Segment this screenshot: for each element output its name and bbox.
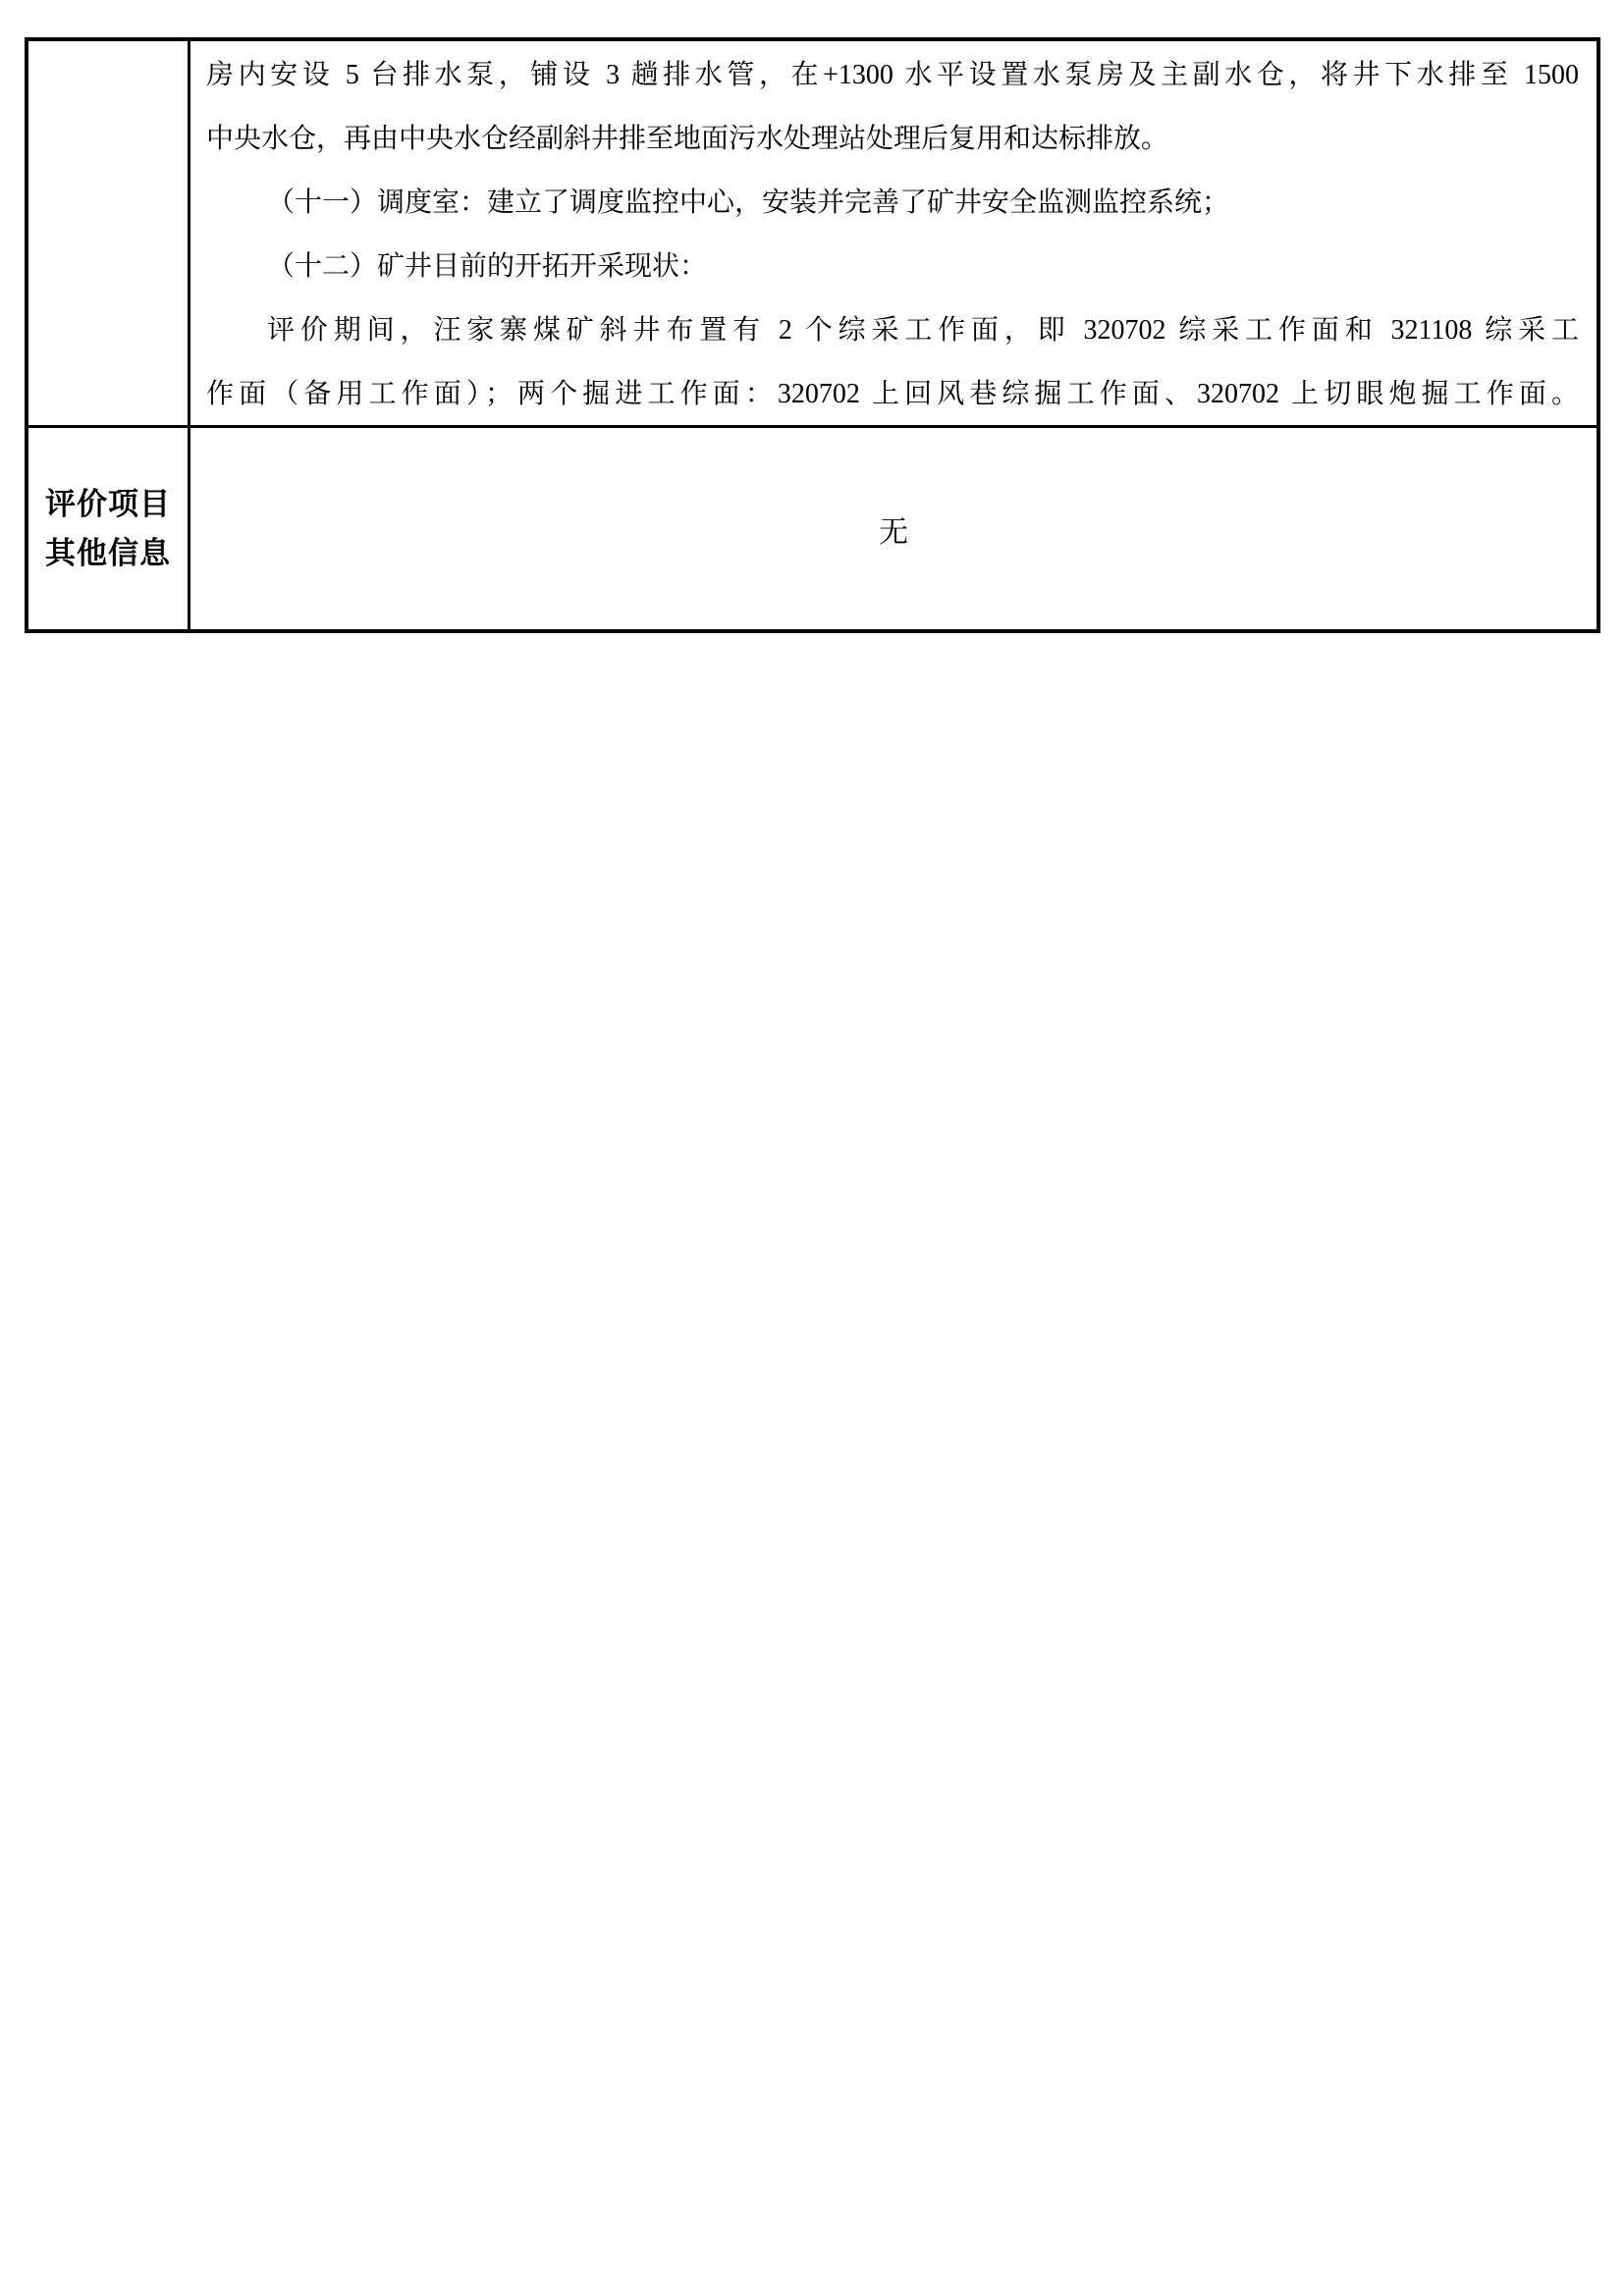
body-text-line: 作面（备用工作面）；两个掘进工作面：320702 上回风巷综掘工作面、320702 上切眼炮掘工作面。 [206,379,1579,409]
body-text-line: （十一）调度室：建立了调度监控中心，安装并完善了矿井安全监测监控系统； [267,187,1230,218]
other-info-label-line2: 其他信息 [45,535,171,570]
continuation-row [28,41,1597,425]
other-info-label-line1: 评价项目 [45,486,171,521]
other-info-value: 无 [879,515,908,549]
other-info-row [28,425,1597,629]
body-text-line: 中央水仓，再由中央水仓经副斜井排至地面污水处理站处理后复用和达标排放。 [206,124,1169,154]
continuation-content-cell [190,41,1597,425]
other-info-label-cell [28,428,190,629]
evaluation-info-table [25,37,1600,633]
continuation-label-cell [28,41,190,425]
other-info-value-cell [190,428,1597,629]
body-text-line: 评价期间，汪家寨煤矿斜井布置有 2 个综采工作面，即 320702 综采工作面和 321108 综采工 [267,315,1579,346]
body-text-line: 房内安设 5 台排水泵，铺设 3 趟排水管，在+1300 水平设置水泵房及主副水仓，将井下水排至 1500 [206,60,1579,90]
body-text-line: （十二）矿井目前的开拓开采现状： [267,251,708,282]
